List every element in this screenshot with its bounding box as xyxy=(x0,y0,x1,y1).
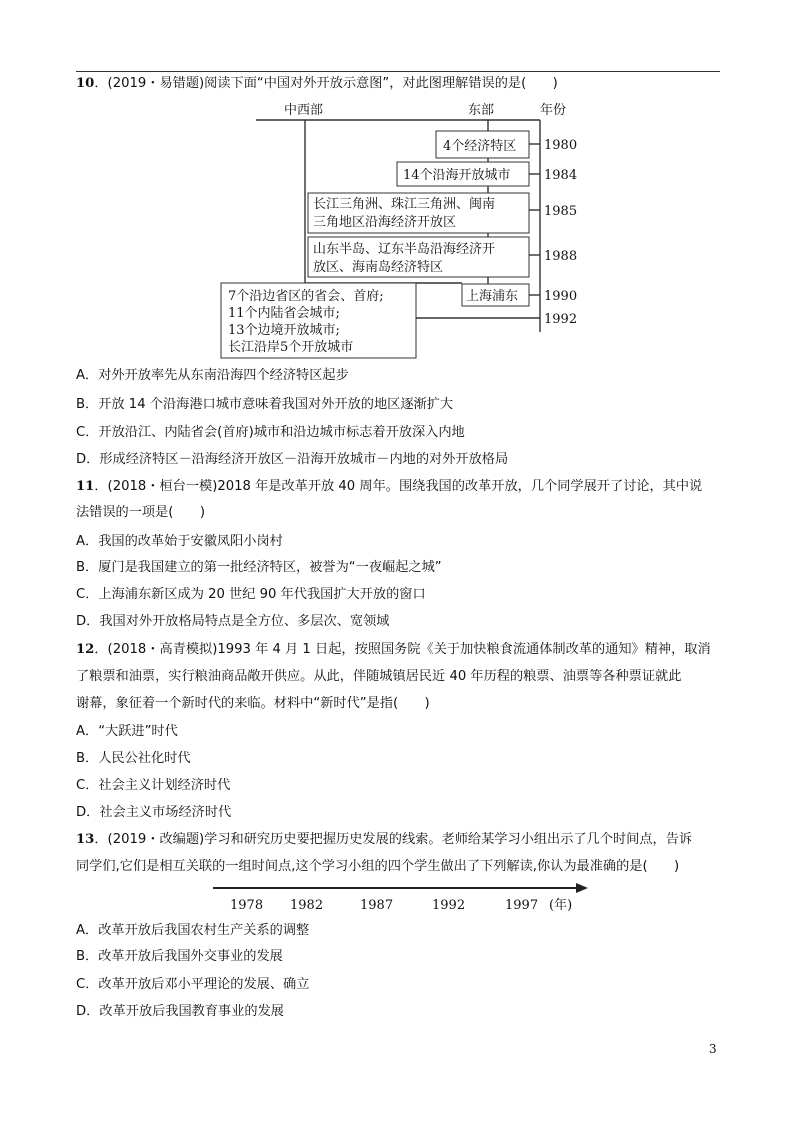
year-label: 1985 xyxy=(544,204,578,219)
col-header-year: 年份 xyxy=(540,103,567,118)
q12-option-b: B．人民公社化时代 xyxy=(76,751,191,766)
timeline-year: 1982 xyxy=(290,898,324,913)
year-label: 1984 xyxy=(544,168,578,183)
west-box-line: 13个边境开放城市; xyxy=(228,323,340,338)
q12-option-d: D．社会主义市场经济时代 xyxy=(76,805,232,820)
timeline-arrow-icon xyxy=(576,883,588,893)
year-label: 1992 xyxy=(544,312,578,327)
q11-stem-line-2: 法错误的一项是( ) xyxy=(76,505,205,520)
timeline-year: 1997 xyxy=(505,898,539,913)
q12-option-c: C．社会主义计划经济时代 xyxy=(76,778,231,793)
q13-option-d: D．改革开放后我国教育事业的发展 xyxy=(76,1004,284,1019)
q13-option-a: A．改革开放后我国农村生产关系的调整 xyxy=(76,923,310,938)
event-label: 放区、海南岛经济特区 xyxy=(313,260,444,275)
q12-stem-line-3: 谢幕，象征着一个新时代的来临。材料中“新时代”是指( ) xyxy=(76,696,430,711)
event-label: 长江三角洲、珠江三角洲、闽南 xyxy=(313,197,496,212)
q13-option-b: B．改革开放后我国外交事业的发展 xyxy=(76,949,283,964)
q12-number: 12 xyxy=(76,642,95,657)
q13-option-c: C．改革开放后邓小平理论的发展、确立 xyxy=(76,977,310,992)
q10-stem-line-1: 10．(2019・易错题)阅读下面“中国对外开放示意图”，对此图理解错误的是( ) xyxy=(76,76,558,91)
event-label: 山东半岛、辽东半岛沿海经济开 xyxy=(313,242,496,257)
page-number: 3 xyxy=(709,1042,717,1056)
q13-stem-line-2: 同学们,它们是相互关联的一组时间点,这个学习小组的四个学生做出了下列解读,你认为最准确的是( ) xyxy=(76,859,680,874)
event-label: 14个沿海开放城市 xyxy=(403,168,511,183)
west-box-line: 长江沿岸5个开放城市 xyxy=(228,340,354,355)
q11-option-d: D．我国对外开放格局特点是全方位、多层次、宽领域 xyxy=(76,614,390,629)
event-label: 上海浦东 xyxy=(466,289,519,304)
q11-option-c: C．上海浦东新区成为 20 世纪 90 年代我国扩大开放的窗口 xyxy=(76,587,426,602)
q10-number: 10 xyxy=(76,76,95,91)
q12-option-a: A．“大跃进”时代 xyxy=(76,724,178,739)
event-label: 三角地区沿海经济开放区 xyxy=(313,215,457,230)
col-header-east: 东部 xyxy=(468,103,495,118)
west-box-line: 7个沿边省区的省会、首府; xyxy=(228,289,384,304)
q12-stem-line-1: 12．(2018・高青模拟)1993 年 4 月 1 日起，按照国务院《关于加快粮食流通体制改革的通知》精神，取消 xyxy=(76,642,711,657)
q10-option-c: C．开放沿江、内陆省会(首府)城市和沿边城市标志着开放深入内地 xyxy=(76,425,465,440)
q11-number: 11 xyxy=(76,479,95,494)
timeline-year: 1978 xyxy=(230,898,264,913)
q11-option-b: B．厦门是我国建立的第一批经济特区，被誉为“一夜崛起之城” xyxy=(76,560,442,575)
col-header-west: 中西部 xyxy=(284,103,324,118)
year-label: 1980 xyxy=(544,138,578,153)
q13-stem-line-1: 13．(2019・改编题)学习和研究历史要把握历史发展的线索。老师给某学习小组出示了几个时间点，告诉 xyxy=(76,832,693,847)
event-label: 4个经济特区 xyxy=(443,139,517,154)
q12-stem-line-2: 了粮票和油票，实行粮油商品敞开供应。从此，伴随城镇居民近 40 年历程的粮票、油票等各种票证就此 xyxy=(76,669,682,684)
q13-number: 13 xyxy=(76,832,95,847)
q10-option-d: D．形成经济特区－沿海经济开放区－沿海开放城市－内地的对外开放格局 xyxy=(76,452,509,467)
q11-stem-line-1: 11．(2018・桓台一模)2018 年是改革开放 40 周年。围绕我国的改革开放，几个同学展开了讨论，其中说 xyxy=(76,479,703,494)
timeline-year: 1992 xyxy=(432,898,466,913)
timeline-year: 1987 xyxy=(360,898,394,913)
timeline-unit: (年) xyxy=(549,898,573,913)
west-box-line: 11个内陆省会城市; xyxy=(228,306,340,321)
q11-option-a: A．我国的改革始于安徽凤阳小岗村 xyxy=(76,534,283,549)
year-label: 1988 xyxy=(544,249,578,264)
q10-option-a: A．对外开放率先从东南沿海四个经济特区起步 xyxy=(76,368,349,383)
year-label: 1990 xyxy=(544,289,578,304)
q10-option-b: B．开放 14 个沿海港口城市意味着我国对外开放的地区逐渐扩大 xyxy=(76,397,454,412)
timeline xyxy=(0,880,794,920)
opening-up-diagram xyxy=(0,0,794,370)
